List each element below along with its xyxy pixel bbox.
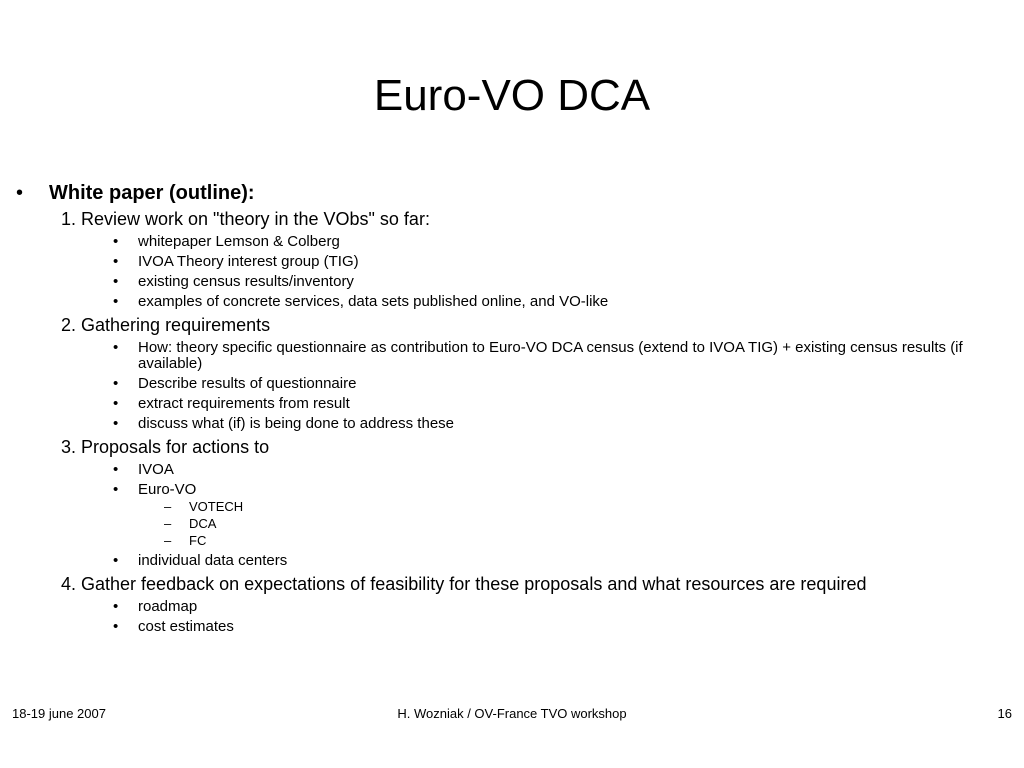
footer-page-number: 16 [997, 706, 1012, 721]
list-item: • examples of concrete services, data sets published online, and VO-like [113, 293, 609, 310]
bullet-icon: • [113, 618, 119, 635]
section-3-label: 3. Proposals for actions to [61, 437, 270, 457]
sub-list-item: – FC [164, 533, 207, 548]
list-item: • extract requirements from result [113, 395, 350, 412]
bullet-icon: • [113, 598, 119, 615]
bullet-icon: • [113, 415, 119, 432]
slide-title: Euro-VO DCA [373, 71, 651, 120]
footer-date: 18-19 june 2007 [12, 706, 106, 721]
bullet-icon: • [113, 481, 119, 498]
bullet-icon: • [113, 253, 119, 270]
list-item: • How: theory specific questionnaire as contribution to Euro-VO DCA census (extend to IVOA TIG) + existing census results (if available) [113, 339, 963, 372]
list-item: • Euro-VO [113, 481, 197, 498]
bullet-icon: • [113, 233, 119, 250]
sub-list-item: – VOTECH [164, 499, 244, 514]
bullet-icon: • [113, 375, 119, 392]
bullet-icon: • [113, 273, 119, 290]
outline-heading-text: White paper (outline): [49, 182, 255, 204]
list-item: • roadmap [113, 598, 198, 615]
section-2-label: 2. Gathering requirements [61, 315, 271, 335]
bullet-icon: • [113, 293, 119, 310]
list-item: • IVOA [113, 461, 174, 478]
section-4-label: 4. Gather feedback on expectations of feasibility for these proposals and what resources are required [61, 574, 867, 594]
slide-content [0, 178, 1024, 635]
list-item: • cost estimates [113, 618, 234, 635]
list-item: • existing census results/inventory [113, 273, 354, 290]
section-1-label: 1. Review work on "theory in the VObs" so far: [61, 209, 430, 229]
list-item: • whitepaper Lemson & Colberg [113, 233, 340, 250]
bullet-icon: • [113, 461, 119, 478]
bullet-icon: • [113, 395, 119, 412]
outline-heading [16, 178, 1024, 208]
list-item: • Describe results of questionnaire [113, 375, 357, 392]
list-item: • IVOA Theory interest group (TIG) [113, 253, 359, 270]
sub-list-item: – DCA [164, 516, 217, 531]
dash-icon: – [164, 533, 172, 548]
footer-author: H. Wozniak / OV-France TVO workshop [397, 706, 627, 721]
list-item: • individual data centers [113, 552, 288, 569]
bullet-icon: • [16, 182, 24, 204]
dash-icon: – [164, 499, 172, 514]
list-item: • discuss what (if) is being done to address these [113, 415, 455, 432]
bullet-icon: • [113, 552, 119, 569]
bullet-icon: • [113, 339, 119, 356]
dash-icon: – [164, 516, 172, 531]
